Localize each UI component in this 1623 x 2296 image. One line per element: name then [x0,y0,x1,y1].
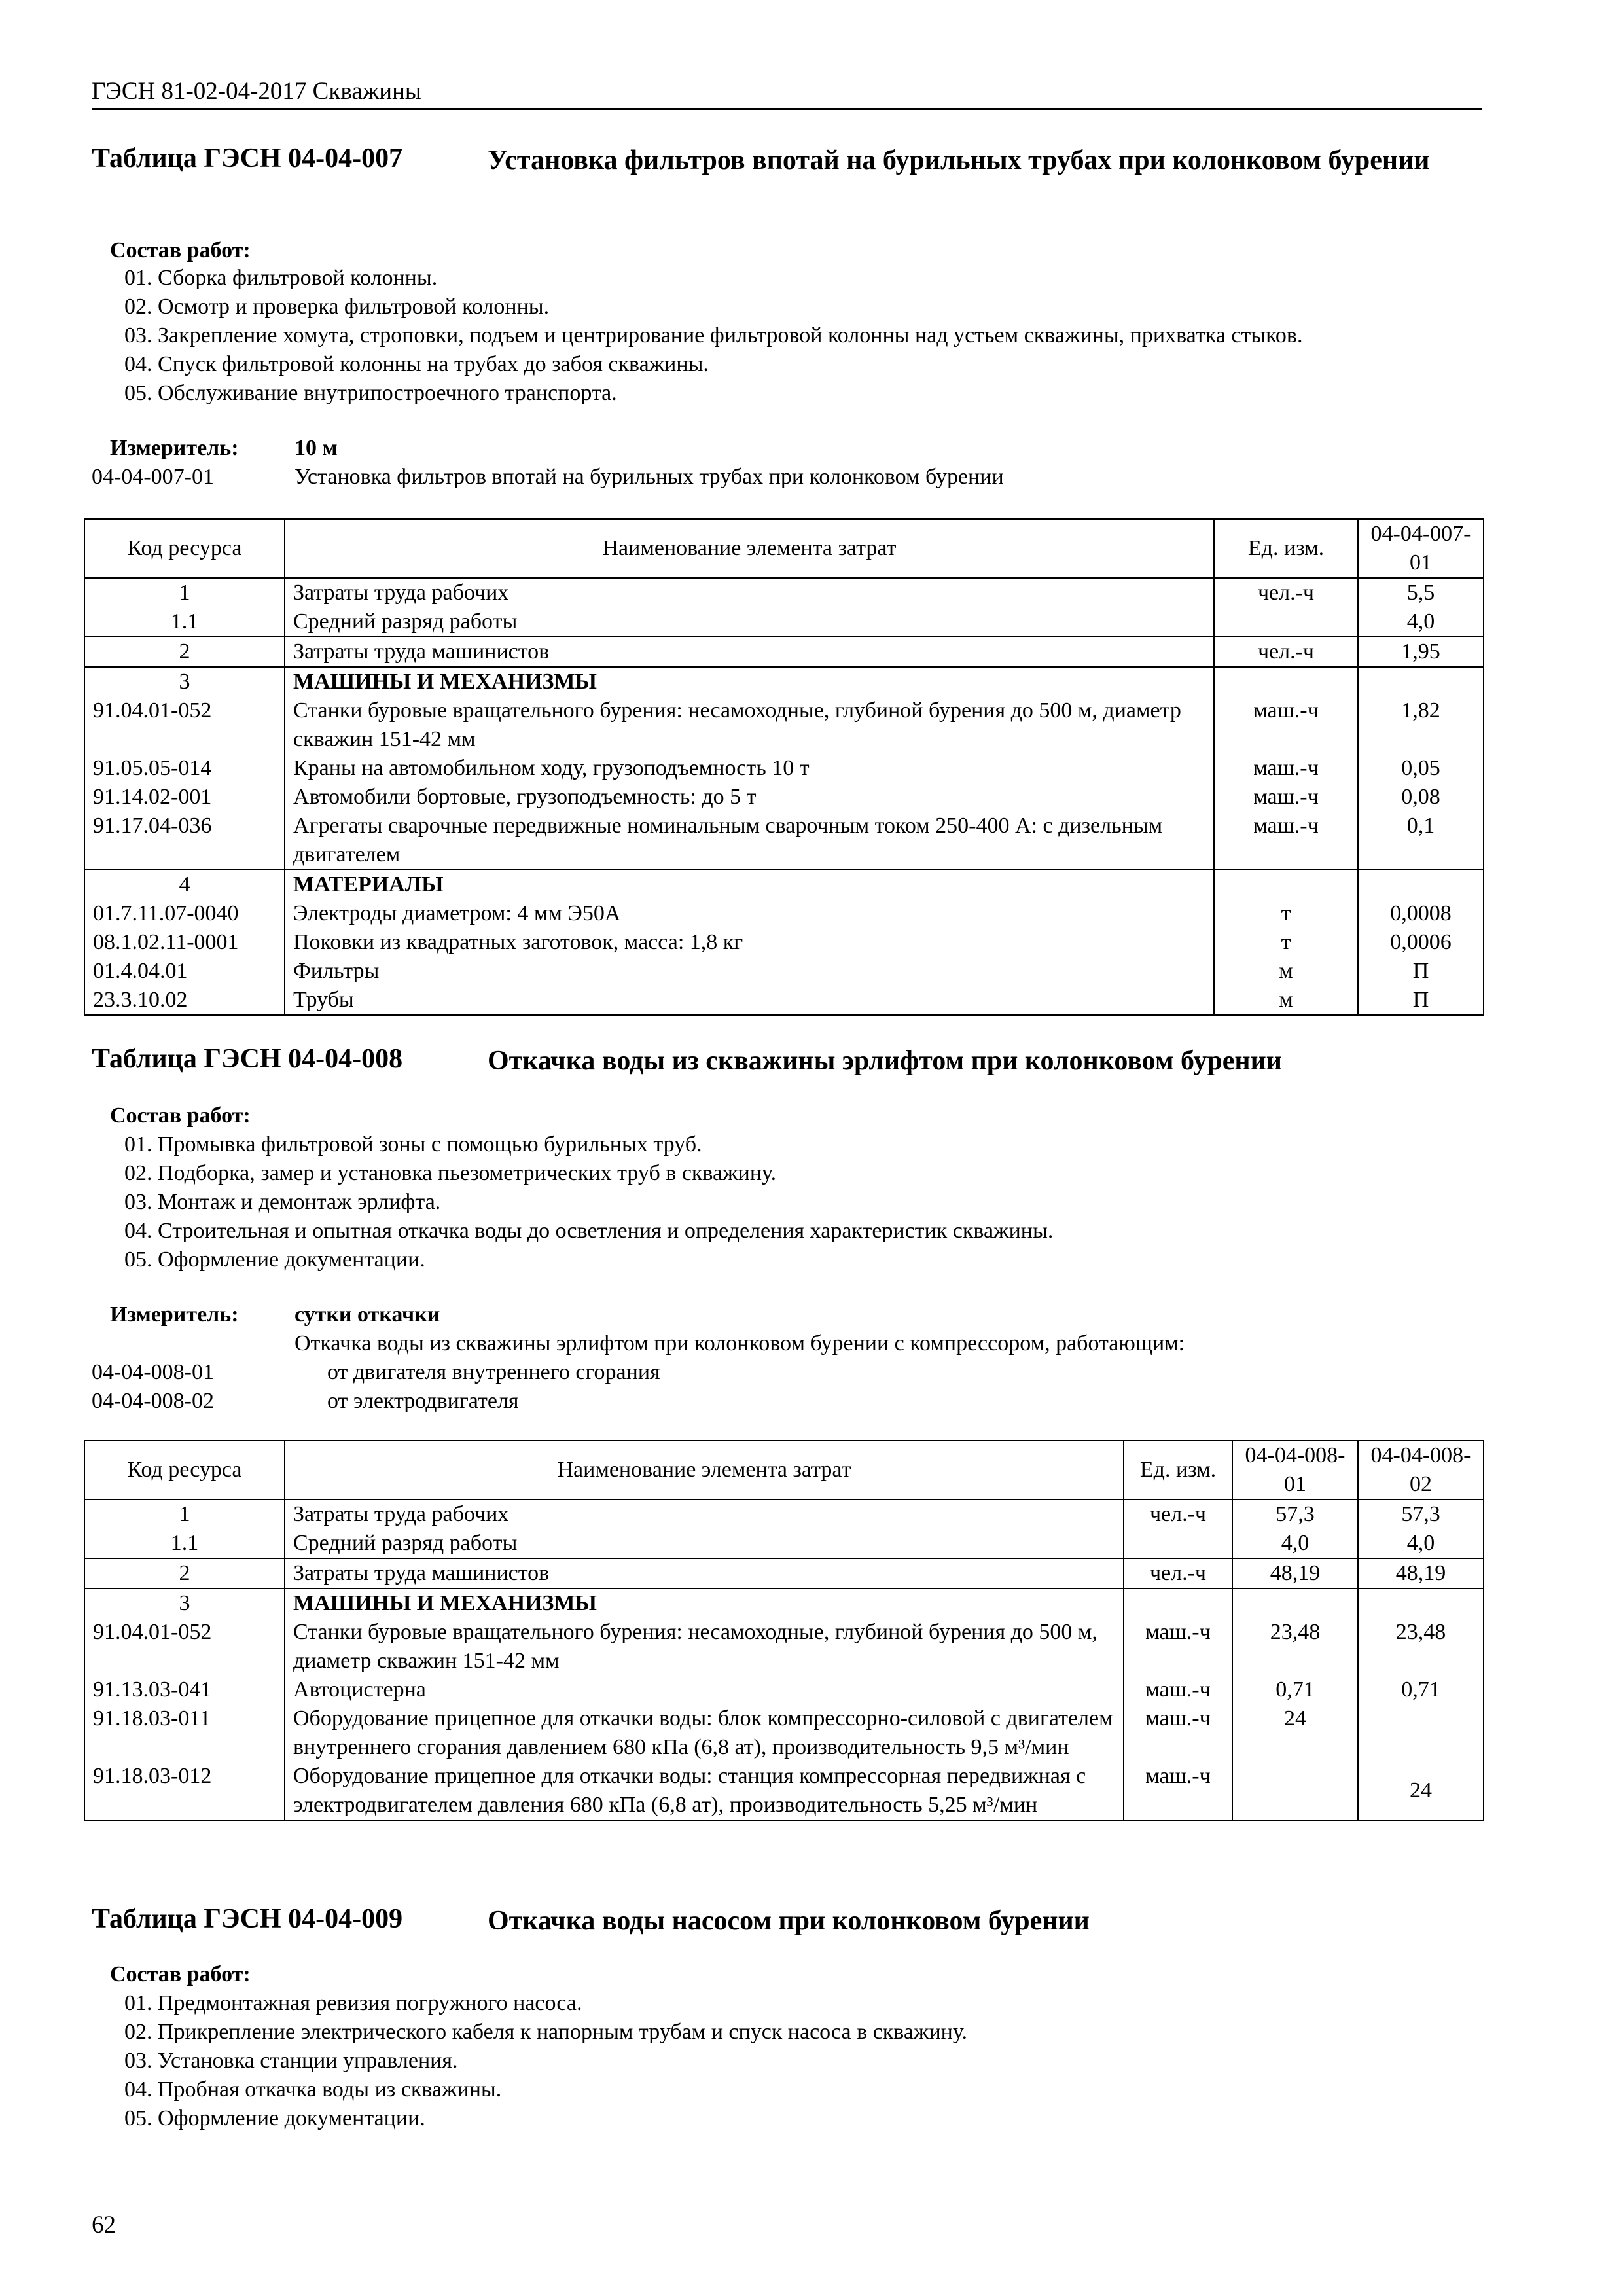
cell-name: Оборудование прицепное для откачки воды: блок компрессорно-силовой с двигателем внутреннего сгорания давлением 680 кПа (6,8 ат), производительность 9,5 м³/мин [285,1704,1124,1762]
cell-value: 23,48 [1358,1618,1484,1676]
work-item: 04. Строительная и опытная откачка воды до осветления и определения характеристик скважины. [124,1219,1054,1243]
cell-name: Средний разряд работы [285,607,1214,637]
cell-unit: маш.-ч [1214,783,1358,812]
col-header: Код ресурса [84,519,285,578]
table-row [84,667,1484,696]
table-row [84,607,1484,637]
work-item: 04. Пробная откачка воды из скважины. [124,2077,502,2102]
cell-code: 1 [84,578,285,607]
cell-value: 0,08 [1358,783,1484,812]
norm-name: Установка фильтров впотай на бурильных трубах при колонковом бурении [294,465,1004,489]
cell-value: 0,0008 [1358,899,1484,928]
page-number: 62 [92,2212,116,2238]
resource-table-007 [84,518,1484,1016]
cell-name: Трубы [285,986,1214,1015]
work-item: 02. Осмотр и проверка фильтровой колонны. [124,295,550,319]
section-title: МАТЕРИАЛЫ [285,870,1214,899]
cell-name: Затраты труда машинистов [285,637,1214,667]
work-item: 01. Предмонтажная ревизия погружного насоса. [124,1991,582,2015]
cell-name: Средний разряд работы [285,1529,1124,1558]
table-007-meter-label: Измеритель: [110,436,239,460]
table-009-title: Откачка воды насосом при колонковом бурении [488,1906,1090,1936]
table-row [84,1529,1484,1558]
cell-value [1232,1588,1358,1618]
cell-unit: чел.-ч [1214,578,1358,607]
cell-code: 23.3.10.02 [84,986,285,1015]
work-item: 01. Сборка фильтровой колонны. [124,266,438,290]
table-row [84,1676,1484,1704]
col-header: Наименование элемента затрат [285,1441,1124,1499]
cell-value: П [1358,986,1484,1015]
cell-value [1358,1588,1484,1618]
table-row [84,870,1484,899]
cell-name: Электроды диаметром: 4 мм Э50А [285,899,1214,928]
table-007-title: Установка фильтров впотай на бурильных трубах при колонковом бурении [488,145,1430,175]
table-row [84,696,1484,754]
cell-name: Станки буровые вращательного бурения: несамоходные, глубиной бурения до 500 м, диаметр скважин 151-42 мм [285,696,1214,754]
cell-unit [1214,870,1358,899]
cell-value: 5,5 [1358,578,1484,607]
cell-value: 4,0 [1232,1529,1358,1558]
cell-value: 48,19 [1358,1558,1484,1588]
work-item: 02. Прикрепление электрического кабеля к напорным трубам и спуск насоса в скважину. [124,2020,967,2044]
cell-unit: м [1214,957,1358,986]
table-008-works-label: Состав работ: [110,1103,251,1128]
cell-unit: маш.-ч [1124,1704,1232,1762]
col-header: 04-04-008-01 [1232,1441,1358,1499]
table-row [84,1558,1484,1588]
cell-unit: т [1214,899,1358,928]
cell-value: 1,82 [1358,696,1484,754]
table-007-code: Таблица ГЭСН 04-04-007 [92,143,403,173]
table-row [84,986,1484,1015]
cell-code: 01.7.11.07-0040 [84,899,285,928]
cell-value: 23,48 [1232,1618,1358,1676]
cell-name: Автомобили бортовые, грузоподъемность: до 5 т [285,783,1214,812]
cell-unit: маш.-ч [1124,1676,1232,1704]
work-item: 03. Установка станции управления. [124,2049,458,2073]
norm-code: 04-04-008-02 [92,1389,214,1413]
cell-code: 01.4.04.01 [84,957,285,986]
cell-value: 57,3 [1232,1499,1358,1529]
cell-code: 91.04.01-052 [84,1618,285,1676]
table-007-works-label: Состав работ: [110,238,251,262]
table-row [84,812,1484,870]
table-row [84,928,1484,957]
table-row [84,1588,1484,1618]
cell-unit: т [1214,928,1358,957]
cell-value: П [1358,957,1484,986]
table-008-meter-label: Измеритель: [110,1302,239,1327]
cell-unit: маш.-ч [1214,696,1358,754]
work-item: 05. Оформление документации. [124,1247,425,1272]
cell-code: 91.17.04-036 [84,812,285,870]
table-009-code: Таблица ГЭСН 04-04-009 [92,1904,403,1934]
cell-unit: чел.-ч [1214,637,1358,667]
cell-code: 1.1 [84,607,285,637]
cell-name: Автоцистерна [285,1676,1124,1704]
header-rule [92,108,1482,110]
table-row [84,1618,1484,1676]
norm-name: от двигателя внутреннего сгорания [327,1360,660,1384]
table-row [84,783,1484,812]
table-008-code: Таблица ГЭСН 04-04-008 [92,1044,403,1074]
work-item: 02. Подборка, замер и установка пьезометрических труб в скважину. [124,1161,777,1185]
cell-value [1358,1704,1484,1762]
cell-value: 4,0 [1358,607,1484,637]
cell-value: 48,19 [1232,1558,1358,1588]
cell-code: 1 [84,1499,285,1529]
norm-name: от электродвигателя [327,1389,519,1413]
table-008-meter-value: сутки откачки [294,1302,440,1327]
work-item: 05. Обслуживание внутрипостроечного транспорта. [124,381,617,405]
cell-value: 0,71 [1358,1676,1484,1704]
cell-unit: маш.-ч [1124,1618,1232,1676]
cell-value [1358,870,1484,899]
col-header: Ед. изм. [1214,519,1358,578]
table-008-title: Откачка воды из скважины эрлифтом при колонковом бурении [488,1046,1282,1076]
cell-code: 3 [84,1588,285,1618]
cell-value: 24 [1358,1762,1484,1820]
work-item: 04. Спуск фильтровой колонны на трубах до забоя скважины. [124,352,709,376]
cell-unit [1214,607,1358,637]
section-title: МАШИНЫ И МЕХАНИЗМЫ [285,667,1214,696]
col-header: 04-04-008-02 [1358,1441,1484,1499]
cell-code: 91.18.03-012 [84,1762,285,1820]
cell-value [1358,667,1484,696]
norm-intro: Откачка воды из скважины эрлифтом при колонковом бурении с компрессором, работающим: [294,1331,1185,1355]
col-header: Наименование элемента затрат [285,519,1214,578]
cell-value: 0,71 [1232,1676,1358,1704]
cell-unit [1214,667,1358,696]
cell-unit: маш.-ч [1124,1762,1232,1820]
running-header: ГЭСН 81-02-04-2017 Скважины [92,78,421,105]
work-item: 01. Промывка фильтровой зоны с помощью бурильных труб. [124,1132,702,1157]
cell-code: 2 [84,1558,285,1588]
work-item: 05. Оформление документации. [124,2106,425,2130]
cell-code: 08.1.02.11-0001 [84,928,285,957]
cell-code: 91.04.01-052 [84,696,285,754]
table-row [84,637,1484,667]
cell-name: Станки буровые вращательного бурения: несамоходные, глубиной бурения до 500 м, диаметр скважин 151-42 мм [285,1618,1124,1676]
table-row [84,1762,1484,1820]
cell-unit: чел.-ч [1124,1499,1232,1529]
cell-value: 0,05 [1358,754,1484,783]
cell-unit: м [1214,986,1358,1015]
norm-code: 04-04-007-01 [92,465,214,489]
resource-table-008 [84,1440,1484,1821]
cell-name: Агрегаты сварочные передвижные номинальным сварочным током 250-400 А: с дизельным двигателем [285,812,1214,870]
cell-code: 2 [84,637,285,667]
cell-code: 91.14.02-001 [84,783,285,812]
table-009-works-label: Состав работ: [110,1962,251,1986]
col-header: Код ресурса [84,1441,285,1499]
cell-value: 24 [1232,1704,1358,1762]
table-header-row [84,1441,1484,1499]
cell-value: 0,0006 [1358,928,1484,957]
table-row [84,754,1484,783]
cell-unit: маш.-ч [1214,812,1358,870]
table-007-meter-value: 10 м [294,436,338,460]
cell-value: 57,3 [1358,1499,1484,1529]
work-item: 03. Закрепление хомута, строповки, подъем и центрирование фильтровой колонны над устьем скважины, прихватка стыков. [124,323,1303,348]
cell-code: 91.05.05-014 [84,754,285,783]
cell-code: 91.18.03-011 [84,1704,285,1762]
table-row [84,1499,1484,1529]
section-title: МАШИНЫ И МЕХАНИЗМЫ [285,1588,1124,1618]
cell-value: 4,0 [1358,1529,1484,1558]
cell-name: Оборудование прицепное для откачки воды: станция компрессорная передвижная с электродвигателем давления 680 кПа (6,8 ат), производительность 5,25 м³/мин [285,1762,1124,1820]
cell-code: 4 [84,870,285,899]
cell-unit [1124,1529,1232,1558]
cell-code: 91.13.03-041 [84,1676,285,1704]
cell-name: Затраты труда рабочих [285,578,1214,607]
cell-unit: чел.-ч [1124,1558,1232,1588]
cell-name: Затраты труда рабочих [285,1499,1124,1529]
cell-name: Фильтры [285,957,1214,986]
col-header: Ед. изм. [1124,1441,1232,1499]
cell-value: 0,1 [1358,812,1484,870]
cell-name: Краны на автомобильном ходу, грузоподъемность 10 т [285,754,1214,783]
cell-unit: маш.-ч [1214,754,1358,783]
col-header: 04-04-007-01 [1358,519,1484,578]
cell-name: Затраты труда машинистов [285,1558,1124,1588]
cell-name: Поковки из квадратных заготовок, масса: 1,8 кг [285,928,1214,957]
cell-unit [1124,1588,1232,1618]
table-row [84,578,1484,607]
table-row [84,899,1484,928]
cell-value: 1,95 [1358,637,1484,667]
cell-code: 1.1 [84,1529,285,1558]
table-header-row [84,519,1484,578]
table-row [84,1704,1484,1762]
cell-code: 3 [84,667,285,696]
table-row [84,957,1484,986]
cell-value [1232,1762,1358,1820]
norm-code: 04-04-008-01 [92,1360,214,1384]
work-item: 03. Монтаж и демонтаж эрлифта. [124,1190,441,1214]
